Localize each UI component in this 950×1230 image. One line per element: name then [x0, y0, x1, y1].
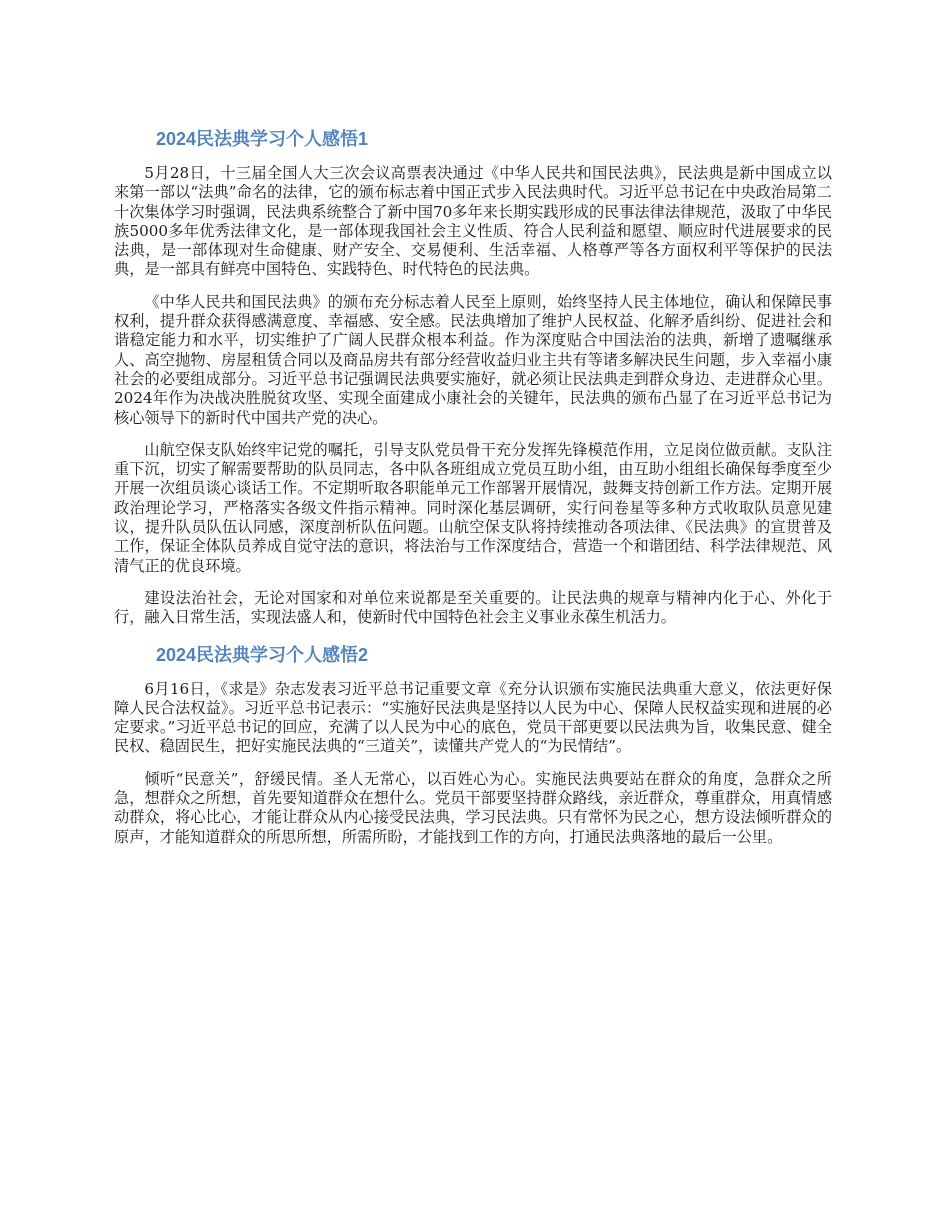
section-1-paragraph-1: 5月28日，十三届全国人大三次会议高票表决通过《中华人民共和国民法典》，民法典是新中国成立以来第一部以“法典”命名的法律，它的颁布标志着中国正式步入民法典时代。习近平总书记在中央政治局第二十次集体学习时强调，民法典系统整合了新中国70多年来长期实践形成的民事法律法律规范，汲取了中华民族5000多年优秀法律文化，是一部体现我国社会主义性质、符合人民利益和愿望、顺应时代进展要求的民法典，是一部体现对生命健康、财产安全、交易便利、生活幸福、人格尊严等各方面权利平等保护的民法典，是一部具有鲜亮中国特色、实践特色、时代特色的民法典。	[114, 164, 832, 279]
section-1-paragraph-3: 山航空保支队始终牢记党的嘱托，引导支队党员骨干充分发挥先锋模范作用，立足岗位做贡献。支队注重下沉，切实了解需要帮助的队员同志，各中队各班组成立党员互助小组，由互助小组组长确保每季度至少开展一次组员谈心谈话工作。不定期听取各职能单元工作部署开展情况，鼓舞支持创新工作方法。定期开展政治理论学习，严格落实各级文件指示精神。同时深化基层调研，实行问卷星等多种方式收取队员意见建议，提升队员队伍认同感，深度剖析队伍问题。山航空保支队将持续推动各项法律、《民法典》的宣贯普及工作，保证全体队员养成自觉守法的意识，将法治与工作深度结合，营造一个和谐团结、科学法律规范、风清气正的优良环境。	[114, 440, 832, 575]
section-1-paragraph-4: 建设法治社会，无论对国家和对单位来说都是至关重要的。让民法典的规章与精神内化于心、外化于行，融入日常生活，实现法盛人和，使新时代中国特色社会主义事业永葆生机活力。	[114, 588, 832, 627]
section-2-paragraph-1: 6月16日，《求是》杂志发表习近平总书记重要文章《充分认识颁布实施民法典重大意义，依法更好保障人民合法权益》。习近平总书记表示：“实施好民法典是坚持以人民为中心、保障人民权益实现和进展的必定要求。”习近平总书记的回应，充满了以人民为中心的底色，党员干部更要以民法典为旨，收集民意、健全民权、稳固民生，把好实施民法典的“三道关”，读懂共产党人的“为民情结”。	[114, 679, 832, 756]
section-2-title: 2024民法典学习个人感悟2	[156, 644, 369, 665]
section-2-paragraph-2: 倾听“民意关”，舒缓民情。圣人无常心，以百姓心为心。实施民法典要站在群众的角度，急群众之所急，想群众之所想，首先要知道群众在想什么。党员干部要坚持群众路线，亲近群众，尊重群众，用真情感动群众，将心比心，才能让群众从内心接受民法典，学习民法典。只有常怀为民之心，想方设法倾听群众的原声，才能知道群众的所思所想，所需所盼，才能找到工作的方向，打通民法典落地的最后一公里。	[114, 769, 832, 846]
document-page	[114, 126, 832, 860]
section-1-paragraph-2: 《中华人民共和国民法典》的颁布充分标志着人民至上原则，始终坚持人民主体地位，确认和保障民事权利，提升群众获得感满意度、幸福感、安全感。民法典增加了维护人民权益、化解矛盾纠纷、促进社会和谐稳定能力和水平，切实维护了广阔人民群众根本利益。作为深度贴合中国法治的法典，新增了遗嘱继承人、高空抛物、房屋租赁合同以及商品房共有部分经营收益归业主共有等诸多解决民生问题，步入幸福小康社会的必要组成部分。习近平总书记强调民法典要实施好，就必须让民法典走到群众身边、走进群众心里。2024年作为决战决胜脱贫攻坚、实现全面建成小康社会的关键年，民法典的颁布凸显了在习近平总书记为核心领导下的新时代中国共产党的决心。	[114, 292, 832, 427]
section-1-title: 2024民法典学习个人感悟1	[156, 129, 369, 149]
